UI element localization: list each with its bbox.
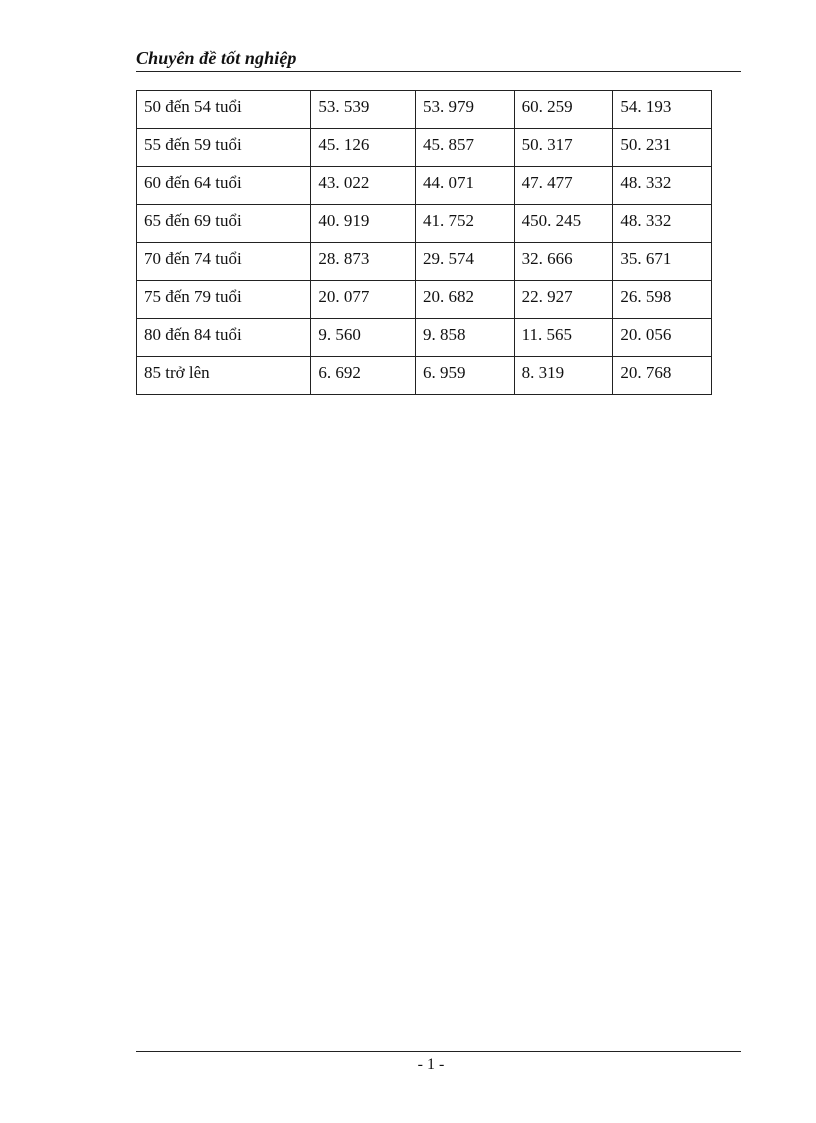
value-cell <box>514 243 613 281</box>
row-label: 50 đến 54 tuổi <box>144 97 242 116</box>
cell-value: 20. 768 <box>620 363 672 382</box>
value-cell <box>311 91 416 129</box>
value-cell <box>415 319 514 357</box>
value-cell <box>415 243 514 281</box>
cell-value: 44. 071 <box>422 173 474 192</box>
cell-value: 48. 332 <box>620 211 672 230</box>
cell-value: 53. 539 <box>318 97 370 116</box>
value-cell <box>613 129 712 167</box>
value-cell <box>613 91 712 129</box>
cell-value: 9. 560 <box>318 325 361 344</box>
value-cell <box>514 319 613 357</box>
cell-value: 6. 959 <box>422 363 466 382</box>
value-cell <box>415 205 514 243</box>
value-cell <box>415 129 514 167</box>
row-label-cell <box>137 205 311 243</box>
cell-value: 26. 598 <box>620 287 672 306</box>
cell-value: 22. 927 <box>521 287 573 306</box>
row-label-cell <box>137 167 311 205</box>
cell-value: 47. 477 <box>521 173 573 192</box>
value-cell <box>311 205 416 243</box>
value-cell <box>613 319 712 357</box>
value-cell <box>415 91 514 129</box>
value-cell <box>415 357 514 395</box>
cell-value: 29. 574 <box>422 249 474 268</box>
value-cell <box>311 243 416 281</box>
page-number: - 1 - <box>417 1056 445 1073</box>
value-cell <box>613 357 712 395</box>
row-label: 75 đến 79 tuổi <box>144 287 242 306</box>
table-row <box>137 91 712 129</box>
value-cell <box>311 319 416 357</box>
page-header-title: Chuyên đề tốt nghiệp <box>136 48 297 68</box>
cell-value: 40. 919 <box>318 211 370 230</box>
value-cell <box>613 205 712 243</box>
cell-value: 8. 319 <box>521 363 565 382</box>
cell-value: 53. 979 <box>422 97 474 116</box>
row-label-cell <box>137 129 311 167</box>
row-label: 55 đến 59 tuổi <box>144 135 242 154</box>
value-cell <box>613 281 712 319</box>
cell-value: 450. 245 <box>521 211 582 230</box>
value-cell <box>514 205 613 243</box>
cell-value: 11. 565 <box>521 325 572 344</box>
row-label: 80 đến 84 tuổi <box>144 325 242 344</box>
cell-value: 32. 666 <box>521 249 573 268</box>
value-cell <box>311 167 416 205</box>
row-label-cell <box>137 357 311 395</box>
value-cell <box>311 357 416 395</box>
value-cell <box>613 167 712 205</box>
table-row <box>137 281 712 319</box>
cell-value: 28. 873 <box>318 249 370 268</box>
value-cell <box>311 281 416 319</box>
value-cell <box>415 167 514 205</box>
cell-value: 43. 022 <box>318 173 370 192</box>
cell-value: 41. 752 <box>422 211 474 230</box>
value-cell <box>514 357 613 395</box>
table-row <box>137 205 712 243</box>
table-row <box>137 357 712 395</box>
cell-value: 9. 858 <box>422 325 466 344</box>
cell-value: 50. 231 <box>620 135 672 154</box>
row-label-cell <box>137 91 311 129</box>
header-divider <box>136 71 741 72</box>
value-cell <box>514 129 613 167</box>
cell-value: 60. 259 <box>521 97 573 116</box>
cell-value: 20. 682 <box>422 287 474 306</box>
cell-value: 35. 671 <box>620 249 672 268</box>
population-table <box>136 90 712 395</box>
value-cell <box>311 129 416 167</box>
cell-value: 48. 332 <box>620 173 672 192</box>
row-label: 65 đến 69 tuổi <box>144 211 242 230</box>
value-cell <box>514 167 613 205</box>
row-label: 70 đến 74 tuổi <box>144 249 242 268</box>
value-cell <box>514 91 613 129</box>
table-row <box>137 167 712 205</box>
value-cell <box>415 281 514 319</box>
row-label-cell <box>137 281 311 319</box>
cell-value: 45. 126 <box>318 135 370 154</box>
cell-value: 50. 317 <box>521 135 573 154</box>
cell-value: 6. 692 <box>318 363 361 382</box>
footer-divider <box>136 1051 741 1052</box>
table-row <box>137 243 712 281</box>
cell-value: 20. 056 <box>620 325 672 344</box>
row-label: 85 trở lên <box>144 363 210 382</box>
cell-value: 54. 193 <box>620 97 672 116</box>
row-label-cell <box>137 319 311 357</box>
row-label: 60 đến 64 tuổi <box>144 173 242 192</box>
table-row <box>137 129 712 167</box>
cell-value: 20. 077 <box>318 287 370 306</box>
cell-value: 45. 857 <box>422 135 474 154</box>
row-label-cell <box>137 243 311 281</box>
value-cell <box>613 243 712 281</box>
value-cell <box>514 281 613 319</box>
table-row <box>137 319 712 357</box>
